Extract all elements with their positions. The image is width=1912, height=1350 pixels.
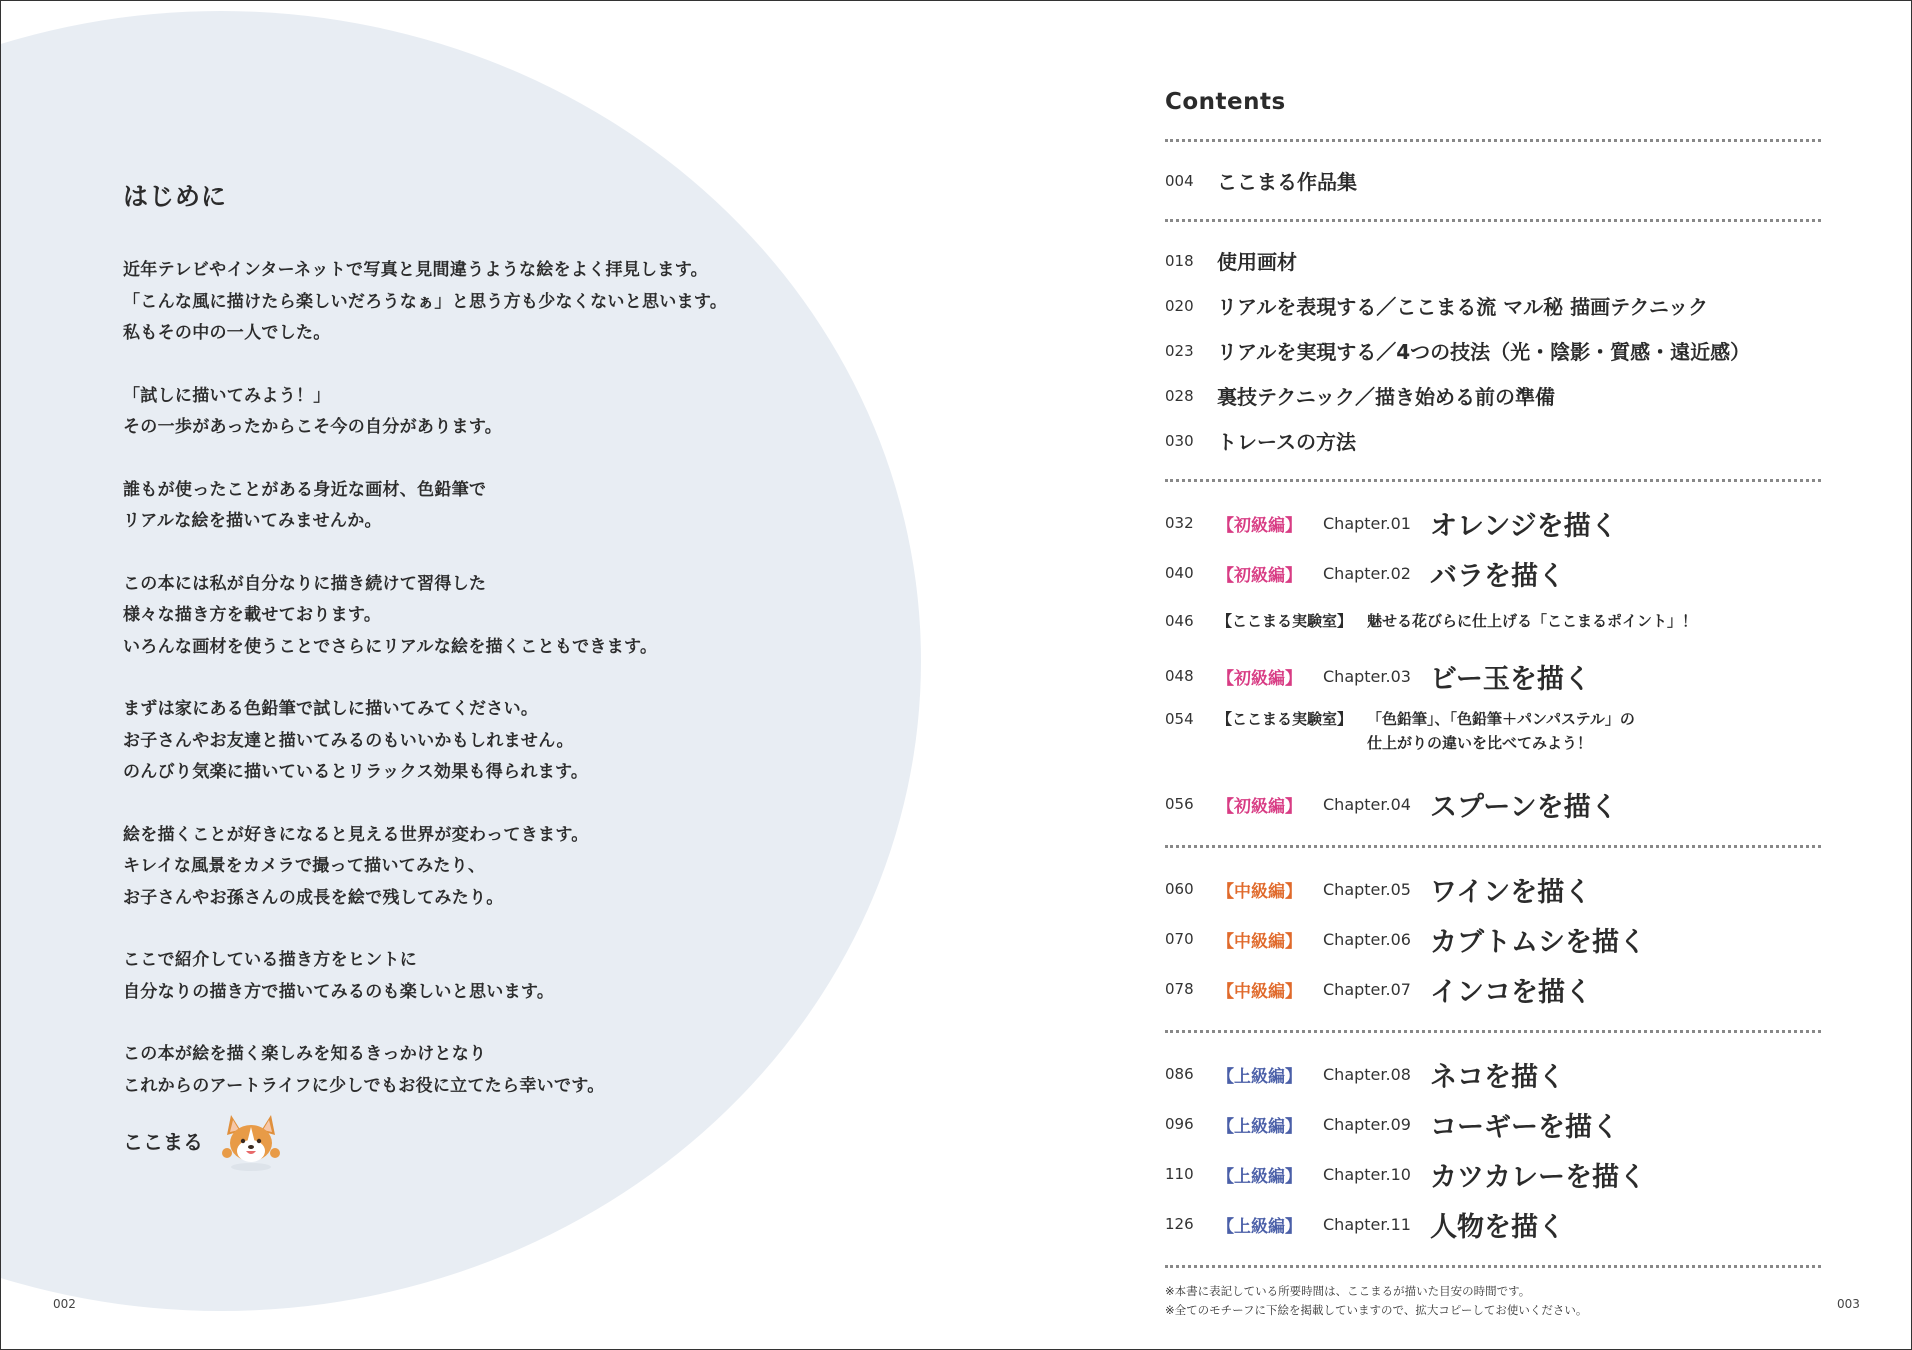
page-number: 028 — [1165, 386, 1194, 405]
level-tag: 【上級編】 — [1217, 1166, 1302, 1187]
page-number: 054 — [1165, 710, 1194, 728]
level-tag: 【中級編】 — [1217, 981, 1302, 1002]
chapter-number: Chapter.01 — [1323, 513, 1411, 533]
toc-lab-entry — [1165, 598, 1821, 643]
page-number: 056 — [1165, 795, 1194, 813]
dotted-divider — [1165, 1265, 1821, 1268]
toc-group-advanced — [1165, 1033, 1821, 1265]
page-number-right: 003 — [1837, 1297, 1860, 1311]
chapter-number: Chapter.10 — [1323, 1164, 1411, 1184]
toc-chapter-entry — [1165, 1099, 1821, 1149]
chapter-number: Chapter.02 — [1323, 563, 1411, 583]
lab-label: 【ここまる実験室】 — [1217, 612, 1353, 630]
toc-entry — [1165, 283, 1821, 328]
corgi-icon — [217, 1109, 285, 1171]
intro-paragraph: まずは家にある色鉛筆で試しに描いてみてください。 お子さんやお友達と描いてみるのもいいかもしれません。 のんびり気楽に描いているとリラックス効果も得られます。 — [123, 699, 589, 782]
entry-title: 裏技テクニック／描き始める前の準備 — [1217, 385, 1555, 409]
page-number: 110 — [1165, 1165, 1194, 1183]
page-number: 040 — [1165, 564, 1194, 582]
page-number: 023 — [1165, 341, 1194, 360]
lab-label: 【ここまる実験室】 — [1217, 710, 1353, 728]
toc-chapter-entry — [1165, 914, 1821, 964]
intro-paragraph: 近年テレビやインターネットで写真と見間違うような絵をよく拝見します。 「こんな風に描けたら楽しいだろうなぁ」と思う方も少なくないと思います。 私もその中の一人でした。 — [123, 260, 728, 343]
page-number: 020 — [1165, 296, 1194, 315]
toc-entry — [1165, 158, 1821, 203]
toc-chapter-entry — [1165, 779, 1821, 829]
chapter-title: コーギーを描く — [1430, 1111, 1619, 1143]
toc-entry — [1165, 328, 1821, 373]
toc-title: Contents — [1165, 89, 1286, 115]
chapter-number: Chapter.06 — [1323, 929, 1411, 949]
level-tag: 【上級編】 — [1217, 1066, 1302, 1087]
level-tag: 【初級編】 — [1217, 565, 1302, 586]
chapter-title: ワインを描く — [1430, 876, 1592, 908]
toc-entry — [1165, 238, 1821, 283]
table-of-contents — [1165, 89, 1821, 1320]
toc-group-gallery — [1165, 142, 1821, 219]
intro-section — [123, 177, 823, 1133]
intro-paragraph: ここで紹介している描き方をヒントに 自分なりの描き方で描いてみるのも楽しいと思います。 — [123, 950, 555, 1002]
page-number: 004 — [1165, 171, 1194, 190]
intro-title: はじめに — [123, 182, 228, 211]
page-number: 096 — [1165, 1115, 1194, 1133]
page-number: 078 — [1165, 980, 1194, 998]
chapter-title: ネコを描く — [1430, 1061, 1565, 1093]
chapter-title: 人物を描く — [1430, 1211, 1565, 1243]
chapter-number: Chapter.04 — [1323, 794, 1411, 814]
page-number: 030 — [1165, 431, 1194, 450]
toc-chapter-entry — [1165, 864, 1821, 914]
intro-paragraph: 「試しに描いてみよう！」 その一歩があったからこそ今の自分があります。 — [123, 385, 503, 437]
toc-entry — [1165, 418, 1821, 463]
toc-entry — [1165, 373, 1821, 418]
toc-chapter-entry — [1165, 1199, 1821, 1249]
level-tag: 【初級編】 — [1217, 796, 1302, 817]
entry-title: リアルを実現する／4つの技法（光・陰影・質感・遠近感） — [1217, 340, 1751, 364]
footnote: ※全てのモチーフに下絵を掲載していますので、拡大コピーしてお使いください。 — [1165, 1303, 1588, 1317]
intro-paragraph: 誰もが使ったことがある身近な画材、色鉛筆で リアルな絵を描いてみませんか。 — [123, 479, 487, 531]
entry-title: トレースの方法 — [1217, 430, 1356, 454]
level-tag: 【初級編】 — [1217, 515, 1302, 536]
chapter-title: インコを描く — [1430, 976, 1592, 1008]
entry-title: ここまる作品集 — [1217, 170, 1357, 194]
chapter-title: ビー玉を描く — [1430, 663, 1591, 695]
chapter-number: Chapter.11 — [1323, 1214, 1411, 1234]
chapter-number: Chapter.05 — [1323, 879, 1411, 899]
toc-chapter-entry — [1165, 651, 1821, 701]
entry-title: 使用画材 — [1217, 250, 1297, 274]
toc-group-intermediate — [1165, 848, 1821, 1030]
level-tag: 【中級編】 — [1217, 881, 1302, 902]
toc-chapter-entry — [1165, 498, 1821, 548]
chapter-title: オレンジを描く — [1430, 510, 1618, 542]
page-number: 070 — [1165, 930, 1194, 948]
chapter-number: Chapter.03 — [1323, 666, 1411, 686]
page-number: 086 — [1165, 1065, 1194, 1083]
level-tag: 【上級編】 — [1217, 1116, 1302, 1137]
toc-lab-entry — [1165, 701, 1821, 779]
footnotes — [1165, 1282, 1821, 1320]
intro-paragraph: この本が絵を描く楽しみを知るきっかけとなり これからのアートライフに少しでもお役に立てたら幸いです。 — [123, 1044, 605, 1096]
level-tag: 【上級編】 — [1217, 1216, 1302, 1237]
intro-paragraph: この本には私が自分なりに描き続けて習得した 様々な描き方を載せております。 いろんな画材を使うことでさらにリアルな絵を描くこともできます。 — [123, 573, 658, 657]
chapter-number: Chapter.09 — [1323, 1114, 1411, 1134]
entry-title: リアルを表現する／ここまる流 マル秘 描画テクニック — [1217, 295, 1709, 319]
toc-chapter-entry — [1165, 964, 1821, 1014]
level-tag: 【中級編】 — [1217, 931, 1302, 952]
lab-title: 「色鉛筆」、「色鉛筆＋パンパステル」の 仕上がりの違いを比べてみよう！ — [1367, 710, 1635, 752]
toc-chapter-entry — [1165, 548, 1821, 598]
chapter-title: カブトムシを描く — [1430, 926, 1646, 958]
signature — [123, 1109, 285, 1171]
footnote: ※本書に表記している所要時間は、ここまるが描いた目安の時間です。 — [1165, 1284, 1531, 1298]
author-name: ここまる — [123, 1129, 203, 1154]
page-number: 126 — [1165, 1215, 1194, 1233]
toc-group-basics — [1165, 222, 1821, 479]
page-number-left: 002 — [53, 1297, 76, 1311]
intro-paragraph: 絵を描くことが好きになると見える世界が変わってきます。 キレイな風景をカメラで撮って描いてみたり、 お子さんやお孫さんの成長を絵で残してみたり。 — [123, 824, 589, 908]
page-number: 018 — [1165, 251, 1194, 270]
chapter-title: カツカレーを描く — [1430, 1161, 1646, 1193]
page-number: 046 — [1165, 611, 1194, 630]
level-tag: 【初級編】 — [1217, 668, 1302, 689]
chapter-title: バラを描く — [1430, 560, 1565, 592]
page-number: 060 — [1165, 880, 1194, 898]
page-number: 048 — [1165, 667, 1194, 685]
page-number: 032 — [1165, 514, 1194, 532]
toc-group-beginner — [1165, 482, 1821, 845]
chapter-title: スプーンを描く — [1430, 791, 1618, 823]
chapter-number: Chapter.07 — [1323, 979, 1411, 999]
lab-title: 魅せる花びらに仕上げる「ここまるポイント」！ — [1367, 611, 1698, 630]
toc-chapter-entry — [1165, 1149, 1821, 1199]
chapter-number: Chapter.08 — [1323, 1064, 1411, 1084]
toc-chapter-entry — [1165, 1049, 1821, 1099]
